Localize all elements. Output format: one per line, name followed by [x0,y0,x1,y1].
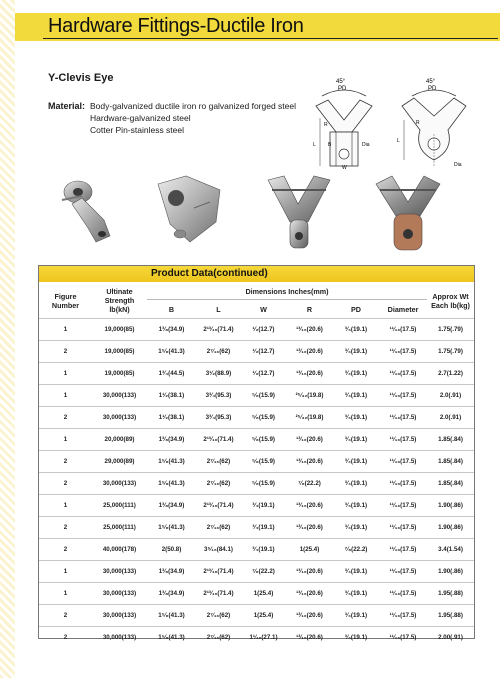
table-body [39,319,474,649]
cell-pd: ³⁄₄(19.1) [344,458,368,465]
cell-l: 2⁷⁄₁₆(62) [206,480,231,487]
cell-l: 3³⁄₄(95.3) [205,414,232,421]
cell-strength: 30,000(133) [102,634,137,641]
cell-pd: ³⁄₄(19.1) [344,590,368,597]
cell-weight: 1.85(.84) [438,436,463,443]
cell-b: 1⁵⁄₈(41.3) [158,480,185,487]
cell-l: 2⁷⁄₁₆(62) [206,634,231,641]
material-line-hardware: Hardware-galvanized steel [90,113,191,123]
page-title: Hardware Fittings-Ductile Iron [48,15,304,37]
cell-weight: 3.4(1.54) [438,546,463,553]
cell-diameter: ¹¹⁄₁₆(17.5) [389,458,417,465]
cell-diameter: ¹¹⁄₁₆(17.5) [389,634,417,641]
table-row [39,517,474,539]
cell-r: 1(25.4) [299,546,320,553]
drawing-l-label: L [313,142,316,148]
subheader-r: R [306,304,313,314]
cell-weight: 2.0(.91) [439,392,462,399]
table-row [39,363,474,385]
cell-w: 1(25.4) [253,590,274,597]
drawing-dia-label: Dia [362,142,370,148]
material-lines [90,100,296,136]
cell-r: ¹³⁄₁₆(20.6) [296,436,323,443]
cell-b: 1⁵⁄₈(41.3) [158,524,185,531]
cell-strength: 30,000(133) [102,392,137,399]
cell-r: ¹³⁄₁₆(20.6) [296,502,323,509]
cell-w: ³⁄₄(19.1) [252,502,275,509]
cell-w: ⁵⁄₈(15.9) [251,392,275,399]
cell-diameter: ¹¹⁄₁₆(17.5) [389,590,417,597]
cell-w: ¹⁄₂(12.7) [252,326,275,333]
table-caption-bar [39,266,474,282]
table-row [39,583,474,605]
cell-diameter: ¹¹⁄₁₆(17.5) [389,414,417,421]
subheader-pd: PD [351,304,361,314]
cell-r: ¹³⁄₁₆(20.6) [296,568,323,575]
material-line-cotter: Cotter Pin-stainless steel [90,125,185,135]
cell-strength: 25,000(111) [103,502,136,509]
cell-strength: 19,000(85) [104,348,135,355]
cell-w: ⁵⁄₈(15.9) [251,458,275,465]
cell-figure: 2 [63,458,68,465]
cell-b: 1³⁄₈(34.9) [158,326,185,333]
table-row [39,319,474,341]
cell-l: 2⁷⁄₁₆(62) [206,458,231,465]
cell-pd: ³⁄₄(19.1) [344,392,368,399]
cell-b: 1³⁄₄(44.5) [158,370,185,377]
cell-strength: 30,000(133) [102,612,137,619]
cell-figure: 2 [63,348,68,355]
cell-r: ⁷⁄₈(22.2) [298,480,321,487]
cell-w: ⁵⁄₈(15.9) [251,414,275,421]
cell-weight: 1.95(.88) [438,612,463,619]
cell-diameter: ¹¹⁄₁₆(17.5) [389,568,417,575]
cell-figure: 1 [63,568,68,575]
cell-figure: 2 [63,524,68,531]
cell-diameter: ¹¹⁄₁₆(17.5) [389,502,417,509]
cell-figure: 2 [63,612,68,619]
cell-pd: ³⁄₄(19.1) [344,480,368,487]
cell-diameter: ¹¹⁄₁₆(17.5) [389,326,417,333]
drawing-w-label: W [342,165,347,170]
cell-strength: 29,000(89) [104,458,135,465]
cell-l: 3¹⁄₂(88.9) [205,370,232,377]
cell-w: ⁷⁄₈(22.2) [252,568,275,575]
cell-r: ¹³⁄₁₆(20.6) [296,634,323,641]
drawing-b-label: B [328,142,332,148]
cell-r: ¹³⁄₁₆(20.6) [296,348,323,355]
table-row [39,495,474,517]
cell-strength: 30,000(133) [102,414,137,421]
subheader-w: W [260,304,267,314]
cell-w: ³⁄₄(19.1) [252,524,275,531]
drawing-r-label-2: R [416,120,420,126]
cell-pd: ³⁄₄(19.1) [344,348,368,355]
drawing-angle-label-2: 45° [426,79,436,85]
cell-r: ¹³⁄₁₆(20.6) [296,370,323,377]
cell-r: ¹³⁄₁₆(20.6) [296,524,323,531]
cell-b: 1³⁄₈(34.9) [158,436,185,443]
table-row [39,341,474,363]
table-row [39,605,474,627]
cell-diameter: ¹¹⁄₁₆(17.5) [389,480,417,487]
material-line-body: Body-galvanized ductile iron ro galvanized forged steel [90,101,297,111]
cell-w: ³⁄₄(19.1) [252,546,275,553]
product-data-table [38,265,475,639]
cell-r: ²⁵⁄₃₂(19.8) [295,414,324,421]
cell-strength: 30,000(133) [102,590,137,597]
subheader-b: B [168,304,175,314]
cell-l: 2¹³⁄₁₆(71.4) [203,502,234,509]
drawing-pd-label: PD [338,86,347,92]
cell-pd: ³⁄₄(19.1) [344,326,368,333]
cell-weight: 1.85(.84) [438,458,463,465]
cell-b: 1⁵⁄₈(41.3) [158,634,185,641]
material-section [48,100,297,135]
cell-w: ⁵⁄₈(15.9) [251,436,275,443]
cell-r: ¹³⁄₁₆(20.6) [296,326,323,333]
side-pattern-strip [0,0,15,678]
cell-pd: ³⁄₄(19.1) [344,612,368,619]
cell-b: 1³⁄₈(34.9) [158,568,185,575]
cell-l: 3³⁄₄(95.3) [205,392,232,399]
table-row [39,627,474,649]
cell-weight: 1.75(.79) [438,326,463,333]
drawing-pd-label-2: PD [428,86,437,92]
cell-weight: 1.85(.84) [438,480,463,487]
cell-b: 1³⁄₈(34.9) [158,502,185,509]
cell-figure: 1 [63,502,68,509]
cell-b: 1¹⁄₂(38.1) [158,414,185,421]
cell-w: ⁵⁄₈(15.9) [251,480,275,487]
cell-pd: ³⁄₄(19.1) [344,568,368,575]
cell-strength: 40,000(178) [102,546,137,553]
product-name: Y-Clevis Eye [48,72,114,84]
table-caption: Product Data(continued) [151,268,268,279]
cell-strength: 19,000(85) [104,326,135,333]
data-table [39,283,474,648]
cell-weight: 2.00(.91) [438,634,463,641]
table-row [39,385,474,407]
cell-pd: ³⁄₄(19.1) [344,524,368,531]
cell-diameter: ¹¹⁄₁₆(17.5) [389,524,417,531]
drawing-l-label-2: L [397,138,400,144]
subheader-l: L [216,304,221,314]
cell-strength: 25,000(111) [103,524,136,531]
cell-pd: ⁷⁄₈(22.2) [344,546,368,553]
header-strength: Ultinate Strength lb(kN) [104,287,135,314]
cell-diameter: ¹¹⁄₁₆(17.5) [389,370,417,377]
cell-figure: 2 [63,546,68,553]
cell-l: 2¹³⁄₁₆(71.4) [203,590,234,597]
cell-l: 2¹³⁄₁₆(71.4) [203,436,234,443]
header-figure-number: Figure Number [51,291,80,310]
title-underline [43,38,498,39]
cell-diameter: ¹¹⁄₁₆(17.5) [389,392,417,399]
cell-diameter: ¹¹⁄₁₆(17.5) [389,546,417,553]
cell-l: 2¹³⁄₁₆(71.4) [203,568,234,575]
cell-diameter: ¹¹⁄₁₆(17.5) [389,348,417,355]
cell-w: 1¹⁄₁₆(27.1) [249,634,278,641]
cell-figure: 2 [63,480,68,487]
cell-figure: 1 [63,436,68,443]
drawing-r-label: R [324,122,328,128]
cell-figure: 1 [63,392,68,399]
table-row [39,473,474,495]
product-photo-2 [150,172,230,254]
cell-b: 1¹⁄₂(38.1) [158,392,185,399]
cell-weight: 1.90(.86) [438,524,463,531]
cell-b: 2(50.8) [161,546,182,553]
cell-r: ¹³⁄₁₆(20.6) [296,612,323,619]
cell-strength: 20,000(89) [104,436,135,443]
cell-diameter: ¹¹⁄₁₆(17.5) [389,436,417,443]
cell-figure: 1 [63,326,68,333]
cell-l: 3⁵⁄₁₆(84.1) [204,546,233,553]
cell-weight: 1.90(.86) [438,502,463,509]
cell-weight: 2.0(.91) [439,414,462,421]
cell-w: ¹⁄₂(12.7) [252,370,275,377]
table-row [39,539,474,561]
product-photo-3 [258,172,340,252]
cell-strength: 30,000(133) [102,568,137,575]
table-row [39,429,474,451]
cell-l: 2⁷⁄₁₆(62) [206,524,231,531]
cell-pd: ³⁄₄(19.1) [344,502,368,509]
cell-w: ¹⁄₂(12.7) [252,348,275,355]
drawing-dia-label-2: Dia [454,162,462,168]
product-photo-4 [368,172,448,254]
cell-b: 1³⁄₈(34.9) [158,590,185,597]
table-row [39,407,474,429]
cell-b: 1⁵⁄₈(41.3) [158,458,185,465]
cell-figure: 1 [63,370,68,377]
cell-strength: 30,000(133) [102,480,137,487]
table-row [39,451,474,473]
cell-figure: 2 [63,634,68,641]
cell-figure: 2 [63,414,68,421]
cell-r: ¹³⁄₁₆(20.6) [296,590,323,597]
table-header-row [39,283,474,300]
header-dimensions: Dimensions Inches(mm) [245,286,329,296]
cell-pd: ³⁄₄(19.1) [344,370,368,377]
cell-l: 2⁷⁄₁₆(62) [206,612,231,619]
drawing-side-view [300,76,388,170]
cell-pd: ³⁄₄(19.1) [344,414,368,421]
cell-l: 2¹³⁄₁₆(71.4) [203,326,234,333]
cell-weight: 1.90(.86) [438,568,463,575]
cell-b: 1⁵⁄₈(41.3) [158,348,185,355]
cell-l: 2⁷⁄₁₆(62) [206,348,231,355]
product-photo-1 [52,172,132,250]
drawing-angle-label: 45° [336,79,346,85]
cell-pd: ³⁄₄(19.1) [344,634,368,641]
cell-weight: 1.75(.79) [438,348,463,355]
cell-strength: 19,000(85) [104,370,135,377]
cell-weight: 2.7(1.22) [438,370,463,377]
cell-r: ¹³⁄₁₆(20.6) [296,458,323,465]
cell-figure: 1 [63,590,68,597]
cell-r: ²⁵⁄₃₂(19.8) [295,392,324,399]
cell-b: 1⁵⁄₈(41.3) [158,612,185,619]
cell-diameter: ¹¹⁄₁₆(17.5) [389,612,417,619]
table-row [39,561,474,583]
subheader-diameter: Diameter [387,304,419,314]
cell-pd: ³⁄₄(19.1) [344,436,368,443]
header-weight: Approx Wt Each lb(kg) [431,291,470,310]
cell-w: 1(25.4) [253,612,274,619]
material-label: Material: [48,101,86,111]
cell-weight: 1.95(.88) [438,590,463,597]
drawing-front-view [390,76,480,170]
